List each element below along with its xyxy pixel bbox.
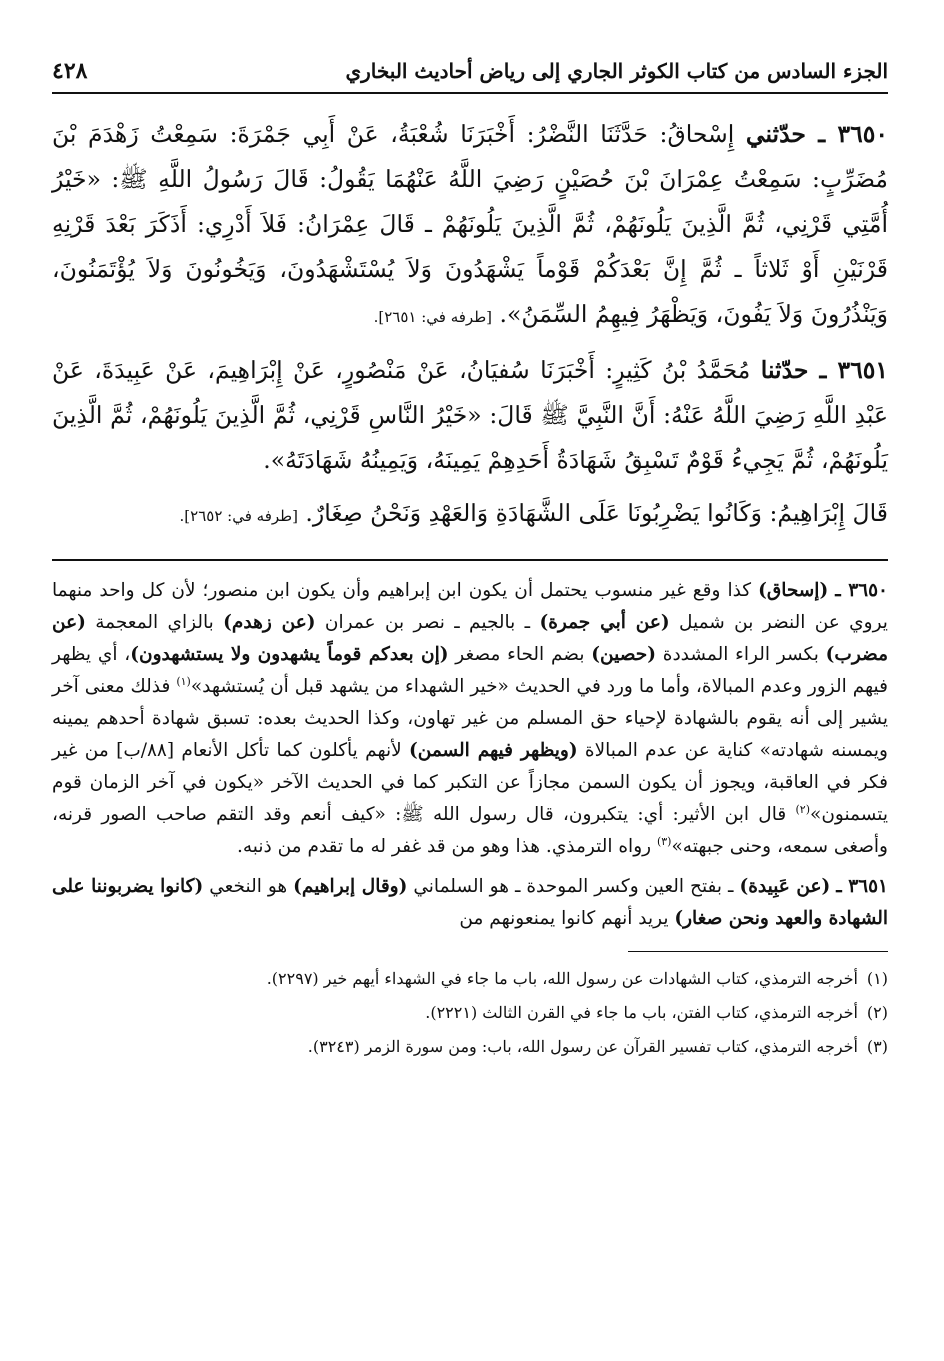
commentary-text: رواه الترمذي. هذا وهو من قد غفر له ما تقدم من ذنبه.	[236, 836, 652, 857]
commentary-3651	[52, 871, 888, 935]
footnote-number: (٢)	[866, 1003, 888, 1022]
lemma: (إسحاق)	[758, 580, 829, 601]
commentary-text: ، أي يظهر فيهم الزور وعدم المبالاة، وأما ما ورد في الحديث «خير الشهداء من يشهد قبل أن يُستشهد»	[52, 644, 888, 697]
commentary-text: هو النخعي	[209, 876, 288, 897]
lemma: (كانوا يضربوننا على الشهادة والعهد ونحن صغار)	[52, 876, 888, 929]
commentary-text: يريد أنهم كانوا يمنعونهم من	[459, 908, 669, 929]
hadith-body: إِسْحاقُ: حَدَّثَنَا النَّضْرُ: أَخْبَرَنَا شُعْبَةُ، عَنْ أَبِي جَمْرَةَ: سَمِعْتُ زَهْدَمَ بْنَ مُضَرِّبٍ: سَمِعْتُ عِمْرَانَ بْنَ حُصَيْنٍ رَضِيَ اللَّهُ عَنْهُمَا يَقُولُ: قَالَ رَسُولُ اللَّهِ ﷺ: «خَيْرُ أُمَّتِي قَرْنِي، ثُمَّ الَّذِينَ يَلُونَهُمْ، ثُمَّ الَّذِينَ يَلُونَهُمْ ـ قَالَ عِمْرَانُ: فَلاَ أَدْرِي: أَذَكَرَ بَعْدَ قَرْنِهِ قَرْنَيْنِ أَوْ ثَلاثاً ـ ثُمَّ إِنَّ بَعْدَكُمْ قَوْماً يَشْهَدُونَ وَلاَ يُسْتَشْهَدُونَ، وَيَخُونُونَ وَلاَ يُؤْتَمَنُونَ، وَيَنْذُرُونَ وَلاَ يَفُونَ، وَيَظْهَرُ فِيهِمُ السِّمَنُ».	[52, 120, 888, 328]
lemma: (عن مضرب)	[52, 612, 888, 665]
footnote-marker[interactable]: (٢)	[795, 802, 811, 816]
commentary-number: ٣٦٥١ ـ	[836, 876, 888, 897]
commentary-text: ـ بالجيم ـ نصر بن عمران	[324, 612, 531, 633]
page-header	[52, 58, 888, 94]
page-number: ٤٢٨	[52, 58, 88, 84]
footnotes	[52, 962, 888, 1064]
running-title: الجزء السادس من كتاب الكوثر الجاري إلى رياض أحاديث البخاري	[345, 59, 888, 83]
footnote-number: (١)	[866, 969, 888, 988]
commentary-text: لأنهم يأكلون كما تأكل الأنعام [٨٨/ب] من غير فكر في العاقبة، ويجوز أن يكون السمن مجازاً عن التكبر كما في الحديث الآخر «يكون في آخر الزمان قوم يتسمنون»	[52, 740, 888, 825]
footnote-3	[52, 1030, 888, 1064]
cross-reference: [طرفه في: ٢٦٥١].	[373, 308, 492, 326]
lemma: (حصين)	[591, 644, 656, 665]
hadith-3651	[52, 348, 888, 483]
lemma: (ويظهر فيهم السمن)	[409, 740, 578, 761]
commentary-text: ـ بفتح العين وكسر الموحدة ـ هو السلماني	[413, 876, 734, 897]
commentary-text: قال ابن الأثير: أي: يتكبرون، قال رسول الله ﷺ: «كيف أنعم وقد التقم صاحب الصور قرنه، وأصغى سمعه، وحنى جبهته»	[52, 804, 888, 857]
commentary-text: بضم الحاء مصغر	[455, 644, 585, 665]
book-page	[52, 58, 888, 1064]
hadith-3651-note	[52, 491, 888, 539]
footnote-text: أخرجه الترمذي، كتاب الفتن، باب ما جاء في القرن الثالث (٢٢٢١).	[425, 1003, 858, 1022]
lemma: (عن أبي جمرة)	[539, 612, 670, 633]
hadith-number: ٣٦٥٠ ـ حدّثني	[745, 120, 888, 148]
footnote-marker[interactable]: (٣)	[656, 834, 672, 848]
ibrahim-statement: قَالَ إِبْرَاهِيمُ: وَكَانُوا يَضْرِبُونَا عَلَى الشَّهَادَةِ وَالعَهْدِ وَنَحْنُ صِغَارٌ.	[305, 499, 888, 527]
footnote-text: أخرجه الترمذي، كتاب تفسير القرآن عن رسول الله، باب: ومن سورة الزمر (٣٢٤٣).	[307, 1037, 858, 1056]
hadith-3650	[52, 112, 888, 340]
footnote-divider	[628, 951, 888, 952]
hadith-number: ٣٦٥١ ـ حدّثنا	[760, 356, 888, 384]
commentary-text: كذا وقع غير منسوب يحتمل أن يكون ابن إبراهيم وأن يكون ابن منصور؛ لأن كل واحد منهما يروي عن النضر بن شميل	[52, 580, 888, 633]
commentary-divider	[52, 559, 888, 561]
commentary-number: ٣٦٥٠ ـ	[835, 580, 888, 601]
commentary-text: بالزاي المعجمة	[95, 612, 214, 633]
footnote-1	[52, 962, 888, 996]
lemma: (وقال إبراهيم)	[293, 876, 408, 897]
hadith-body: مُحَمَّدُ بْنُ كَثِيرٍ: أَخْبَرَنَا سُفيَانُ، عَنْ مَنْصُورٍ، عَنْ إِبْرَاهِيمَ، عَنْ عَبِيدَةَ، عَنْ عَبْدِ اللَّهِ رَضِيَ اللَّهُ عَنْهُ: أَنَّ النَّبِيَّ ﷺ قَالَ: «خَيْرُ النَّاسِ قَرْنِي، ثُمَّ الَّذِينَ يَلُونَهُمْ، ثُمَّ الَّذِينَ يَلُونَهُمْ، ثُمَّ يَجِيءُ قَوْمٌ تَسْبِقُ شَهَادَةُ أَحَدِهِمْ يَمِينَهُ، وَيَمِينُهُ شَهَادَتَهُ».	[52, 356, 888, 474]
footnote-marker[interactable]: (١)	[176, 674, 191, 688]
commentary-text: فذلك معنى آخر يشير إلى أنه يقوم بالشهادة لإحياء حق المسلم من غير تهاون، وكذا الحديث بعده: تسبق شهادة أحدهم يمينه ويمسنه شهادته» كناية عن عدم المبالاة	[52, 676, 888, 761]
footnote-number: (٣)	[866, 1037, 888, 1056]
commentary-3650	[52, 575, 888, 863]
commentary	[52, 575, 888, 935]
footnote-2	[52, 996, 888, 1030]
cross-reference: [طرفه في: ٢٦٥٢].	[179, 507, 298, 525]
hadith-text	[52, 112, 888, 539]
commentary-text: بكسر الراء المشددة	[662, 644, 819, 665]
footnote-text: أخرجه الترمذي، كتاب الشهادات عن رسول الله، باب ما جاء في الشهداء أيهم خير (٢٢٩٧).	[266, 969, 858, 988]
lemma: (عن زهدم)	[223, 612, 316, 633]
lemma: (إن بعدكم قوماً يشهدون ولا يستشهدون)	[130, 644, 449, 665]
lemma: (عن عَبِيدة)	[739, 876, 831, 897]
